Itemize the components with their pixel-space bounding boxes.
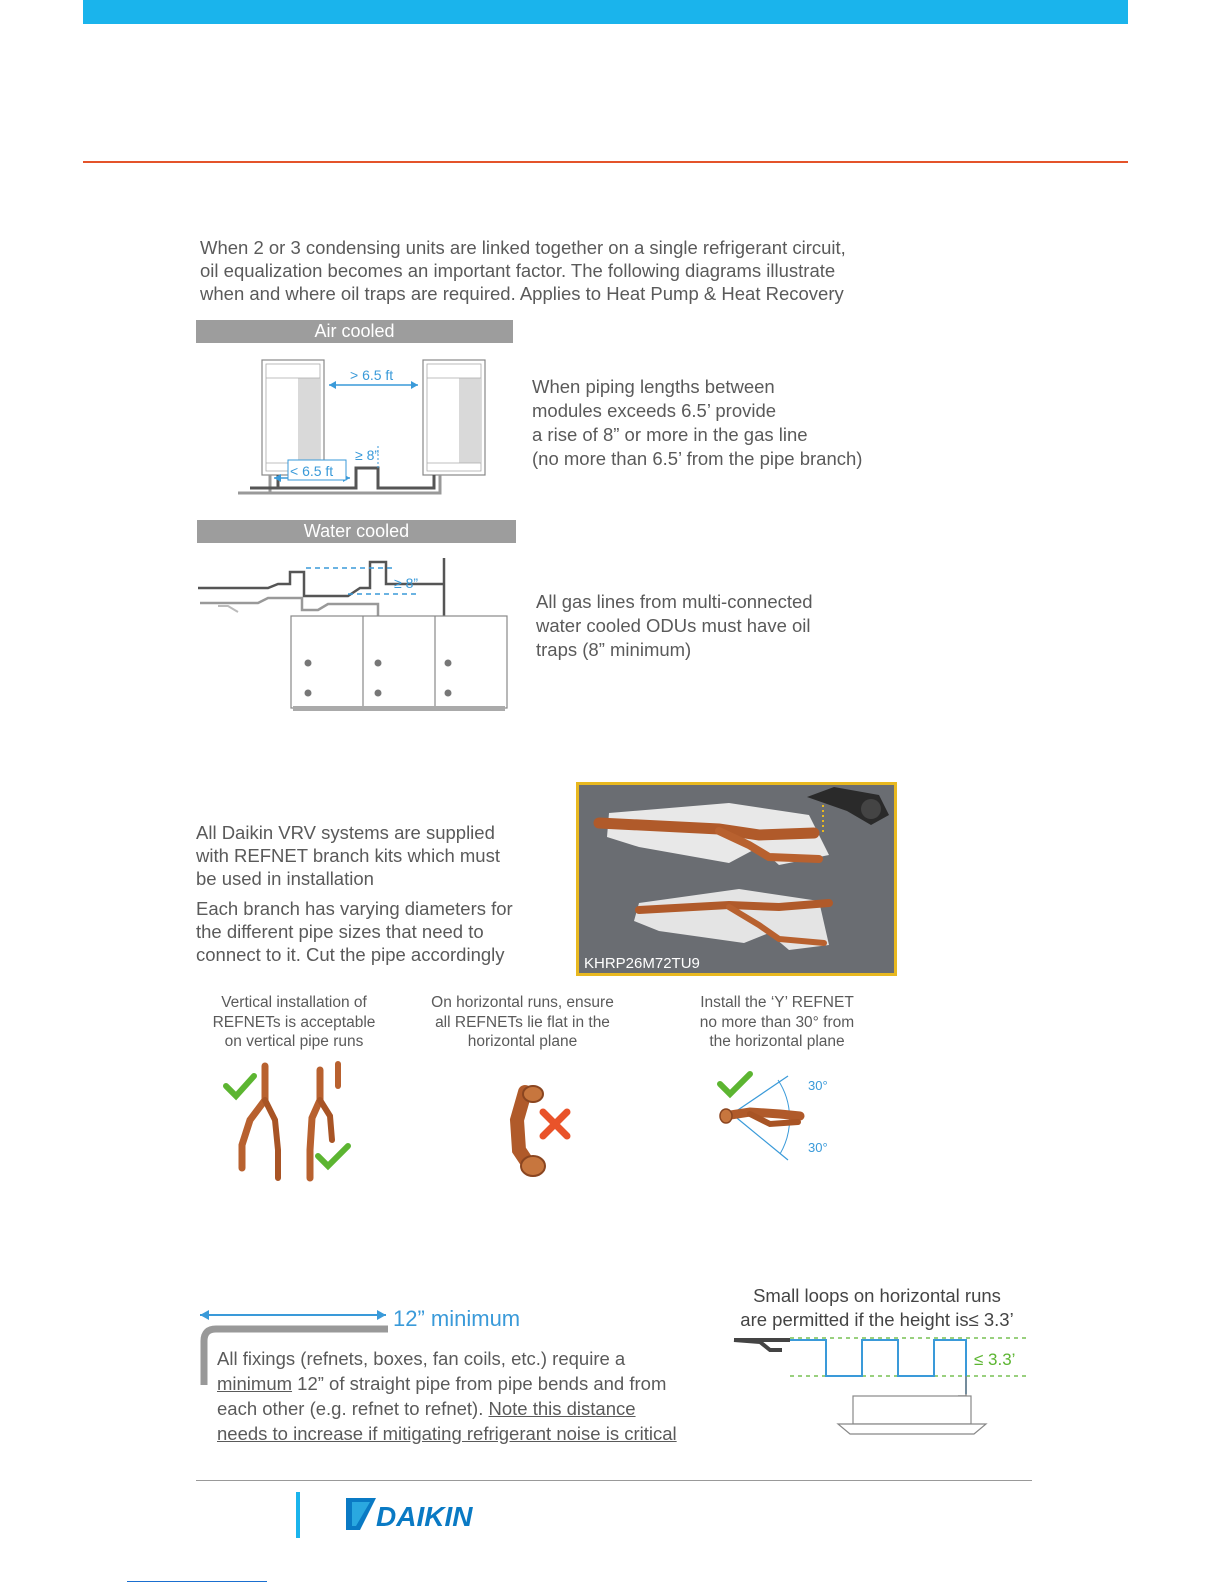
refnet-line: All Daikin VRV systems are supplied bbox=[196, 822, 495, 843]
y-refnet-angle-illustration bbox=[710, 1062, 850, 1172]
water-cooled-note bbox=[536, 590, 916, 662]
caption-line: no more than 30° from bbox=[699, 1013, 855, 1031]
loops-title-line: Small loops on horizontal runs bbox=[753, 1285, 1001, 1306]
caption-line: all REFNETs lie flat in the bbox=[435, 1013, 610, 1031]
cross-icon bbox=[543, 1112, 567, 1136]
note-line: All gas lines from multi-connected bbox=[536, 591, 813, 612]
caption-vertical bbox=[194, 993, 394, 1052]
footer-accent-bar bbox=[296, 1492, 300, 1538]
loops-title-line: are permitted if the height is≤ 3.3’ bbox=[740, 1309, 1014, 1330]
refnet-line: the different pipe sizes that need to bbox=[196, 921, 484, 942]
top-accent-bar bbox=[83, 0, 1128, 24]
daikin-wordmark: DAIKIN bbox=[376, 1501, 473, 1532]
dim-rise-8in-water: ≥ 8” bbox=[394, 575, 419, 591]
footer-rule bbox=[196, 1480, 1032, 1481]
daikin-logo bbox=[346, 1496, 506, 1532]
min-12in-label: 12” minimum bbox=[393, 1306, 521, 1331]
air-cooled-diagram bbox=[230, 350, 520, 500]
check-icon bbox=[318, 1146, 348, 1166]
intro-line: oil equalization becomes an important factor. The following diagrams illustrate bbox=[200, 260, 836, 281]
underlined-note-continued: needs to increase if mitigating refrigerant noise is critical bbox=[217, 1423, 677, 1444]
water-cooled-diagram bbox=[198, 548, 518, 713]
refnet-line: be used in installation bbox=[196, 868, 374, 889]
water-cooled-band: Water cooled bbox=[197, 520, 516, 543]
water-cooled-units bbox=[291, 616, 507, 708]
fixings-line: All fixings (refnets, boxes, fan coils, etc.) require a bbox=[217, 1348, 626, 1369]
fixings-line bbox=[217, 1371, 747, 1396]
caption-line: the horizontal plane bbox=[709, 1033, 845, 1050]
small-loops-diagram bbox=[730, 1332, 1040, 1442]
caption-y-angle bbox=[672, 993, 882, 1052]
intro-line: when and where oil traps are required. Applies to Heat Pump & Heat Recovery bbox=[200, 283, 844, 304]
fixings-paragraph bbox=[217, 1346, 747, 1446]
loop-height-label: ≤ 3.3’ bbox=[974, 1350, 1016, 1369]
caption-line: REFNETs is acceptable bbox=[212, 1013, 376, 1031]
caption-line: on vertical pipe runs bbox=[224, 1033, 364, 1050]
air-cooled-note bbox=[532, 375, 932, 471]
note-line: modules exceeds 6.5’ provide bbox=[532, 400, 777, 421]
bottom-link-line bbox=[127, 1581, 267, 1582]
note-line: When piping lengths between bbox=[532, 376, 775, 397]
fixings-line-a: each other (e.g. refnet to refnet). bbox=[217, 1398, 489, 1419]
angle-label-bottom: 30° bbox=[808, 1140, 828, 1155]
refnet-model-label: KHRP26M72TU9 bbox=[584, 955, 700, 972]
dim-over-6-5ft: > 6.5 ft bbox=[350, 367, 394, 383]
refnet-line: Each branch has varying diameters for bbox=[196, 898, 513, 919]
fixings-line bbox=[217, 1396, 747, 1421]
caption-horizontal bbox=[410, 993, 635, 1052]
refnet-line: connect to it. Cut the pipe accordingly bbox=[196, 944, 505, 965]
fixings-line-rest: 12” of straight pipe from pipe bends and from bbox=[292, 1373, 667, 1394]
refnet-kit-photo bbox=[576, 782, 897, 976]
underlined-minimum: minimum bbox=[217, 1373, 293, 1394]
caption-line: On horizontal runs, ensure bbox=[431, 994, 614, 1011]
air-cooled-band: Air cooled bbox=[196, 320, 513, 343]
note-line: water cooled ODUs must have oil bbox=[536, 615, 811, 636]
intro-paragraph bbox=[200, 236, 960, 305]
loops-title bbox=[712, 1284, 1042, 1332]
note-line: traps (8” minimum) bbox=[536, 639, 692, 660]
check-icon bbox=[720, 1074, 750, 1094]
refnet-paragraph-1 bbox=[196, 821, 566, 890]
note-line: a rise of 8” or more in the gas line bbox=[532, 424, 808, 445]
intro-line: When 2 or 3 condensing units are linked together on a single refrigerant circuit, bbox=[200, 237, 846, 258]
fan-coil-unit bbox=[853, 1396, 971, 1424]
caption-line: horizontal plane bbox=[467, 1033, 578, 1050]
horizontal-refnet-illustration bbox=[495, 1080, 585, 1180]
dim-under-6-5ft: < 6.5 ft bbox=[290, 463, 334, 479]
check-icon bbox=[226, 1076, 254, 1096]
caption-line: Install the ‘Y’ REFNET bbox=[700, 994, 854, 1011]
refnet-line: with REFNET branch kits which must bbox=[196, 845, 500, 866]
dim-rise-8in: ≥ 8” bbox=[355, 447, 380, 463]
section-rule bbox=[83, 161, 1128, 163]
underlined-note: Note this distance bbox=[488, 1398, 636, 1419]
fixings-line bbox=[217, 1421, 747, 1446]
vertical-refnet-illustration bbox=[220, 1060, 360, 1185]
note-line: (no more than 6.5’ from the pipe branch) bbox=[532, 448, 863, 469]
caption-line: Vertical installation of bbox=[221, 994, 367, 1011]
refnet-paragraph-2 bbox=[196, 897, 566, 966]
angle-label-top: 30° bbox=[808, 1078, 828, 1093]
